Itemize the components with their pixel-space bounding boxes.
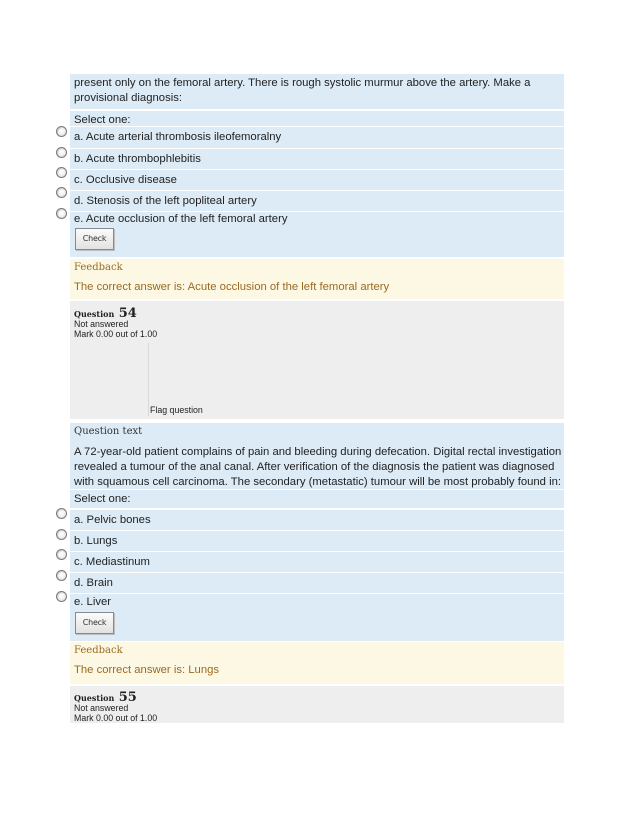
q54-radio-d[interactable] xyxy=(56,570,67,581)
q54-option-c[interactable]: c. Mediastinum xyxy=(70,551,564,572)
q54-correct-answer: The correct answer is: Lungs xyxy=(74,664,220,676)
q53-option-b[interactable]: b. Acute thrombophlebitis xyxy=(70,148,564,169)
q53-check-area xyxy=(70,226,564,257)
q54-check-area xyxy=(70,609,564,641)
q53-feedback-label: Feedback xyxy=(74,262,123,273)
q53-stem-line1: present only on the femoral artery. There is rough systolic murmur above the artery. Make a xyxy=(74,77,531,89)
q54-stem xyxy=(70,445,561,490)
q54-feedback xyxy=(70,642,564,684)
q54-select-label: Select one: xyxy=(70,490,564,508)
q53-option-a[interactable]: a. Acute arterial thrombosis ileofemoralny xyxy=(70,126,564,148)
q55-info-panel xyxy=(70,686,564,723)
q53-radio-a[interactable] xyxy=(56,126,67,137)
q53-option-e[interactable]: e. Acute occlusion of the left femoral artery xyxy=(70,211,564,226)
q54-question-text-label: Question text xyxy=(74,426,143,437)
q54-stem-line3: with squamous cell carcinoma. The secondary (metastatic) tumour will be most probably found in: xyxy=(74,476,562,488)
q54-stem-line1: A 72-year-old patient complains of pain and bleeding during defecation. Digital rectal investigation xyxy=(74,446,562,458)
q54-mark: Mark 0.00 out of 1.00 xyxy=(74,329,158,339)
q55-question-label: Question xyxy=(74,693,115,703)
q53-stem-line2: provisional diagnosis: xyxy=(74,92,183,104)
q53-radio-e[interactable] xyxy=(56,208,67,219)
q54-check-button[interactable]: Check xyxy=(75,612,114,634)
q53-option-d[interactable]: d. Stenosis of the left popliteal artery xyxy=(70,190,564,211)
q55-status: Not answered xyxy=(74,703,129,713)
q54-info-panel xyxy=(70,301,564,419)
q54-option-b[interactable]: b. Lungs xyxy=(70,530,564,551)
q53-stem xyxy=(70,74,564,109)
q53-radio-b[interactable] xyxy=(56,147,67,158)
q53-correct-answer: The correct answer is: Acute occlusion of the left femoral artery xyxy=(74,281,390,293)
q54-question-number: 54 xyxy=(118,306,137,321)
q54-flag-question[interactable]: Flag question xyxy=(150,405,203,415)
q54-radio-e[interactable] xyxy=(56,591,67,602)
q55-mark: Mark 0.00 out of 1.00 xyxy=(74,713,158,723)
q54-radio-a[interactable] xyxy=(56,508,67,519)
q54-radio-b[interactable] xyxy=(56,529,67,540)
q53-radio-c[interactable] xyxy=(56,167,67,178)
q53-check-button[interactable]: Check xyxy=(75,228,114,250)
q54-status: Not answered xyxy=(74,319,129,329)
q53-radio-d[interactable] xyxy=(56,187,67,198)
q53-select-label: Select one: xyxy=(70,111,564,127)
q54-option-a[interactable]: a. Pelvic bones xyxy=(70,509,564,530)
q53-option-c[interactable]: c. Occlusive disease xyxy=(70,169,564,190)
q54-feedback-label: Feedback xyxy=(74,645,123,656)
q54-question-label: Question xyxy=(74,309,115,319)
q54-option-d[interactable]: d. Brain xyxy=(70,572,564,593)
q54-radio-c[interactable] xyxy=(56,549,67,560)
q54-option-e[interactable]: e. Liver xyxy=(70,593,564,609)
q53-feedback xyxy=(70,259,564,299)
q54-question-text-block xyxy=(70,423,564,489)
q55-question-number: 55 xyxy=(118,690,137,705)
q54-stem-line2: revealed a tumour of the anal canal. After verification of the diagnosis the patient was diagnosed xyxy=(74,461,555,473)
